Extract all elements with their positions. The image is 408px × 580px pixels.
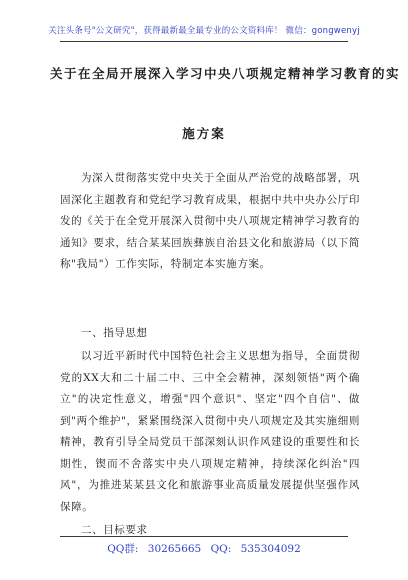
section-heading-goals: 二、目标要求: [81, 524, 148, 536]
footer-divider: [60, 536, 348, 537]
document-title: 关于在全局开展深入学习中央八项规定精神学习教育的实: [50, 66, 401, 81]
header-divider: [60, 41, 348, 42]
footer-contact: QQ群: 30265665 QQ: 535304092: [107, 543, 301, 555]
header-note: 关注头条号"公文研究"，获得最新最全最专业的公文资料库！ 微信：gongwenyj: [48, 26, 360, 36]
intro-paragraph: 为深入贯彻落实党中央关于全面从严治党的战略部署，巩固深化主题教育和党纪学习教育成果，根据中共中央办公厅印发的《关于在全党开展深入贯彻中央八项规定精神学习教育的通知》要求，结合某某回族彝族自治县文化和旅游局（以下简称"我局"）工作实际，特制定本实施方案。: [60, 172, 360, 270]
section-heading-guiding-ideology: 一、指导思想: [81, 327, 148, 339]
guiding-ideology-paragraph: 以习近平新时代中国特色社会主义思想为指导，全面贯彻党的XX大和二十届二中、三中全会精神，深刻领悟"两个确立"的决定性意义，增强"四个意识"、坚定"四个自信"、做到"两个维护"，紧紧围绕深入贯彻中央八项规定及其实施细则精神，教育引导全局党员干部深刻认识作风建设的重要性和长期性，锲而不舍落实中央八项规定精神，持续深化纠治"四风"，为推进某某县文化和旅游事业高质量发展提供坚强作风保障。: [60, 350, 360, 513]
document-title-continued: 施方案: [182, 126, 226, 141]
